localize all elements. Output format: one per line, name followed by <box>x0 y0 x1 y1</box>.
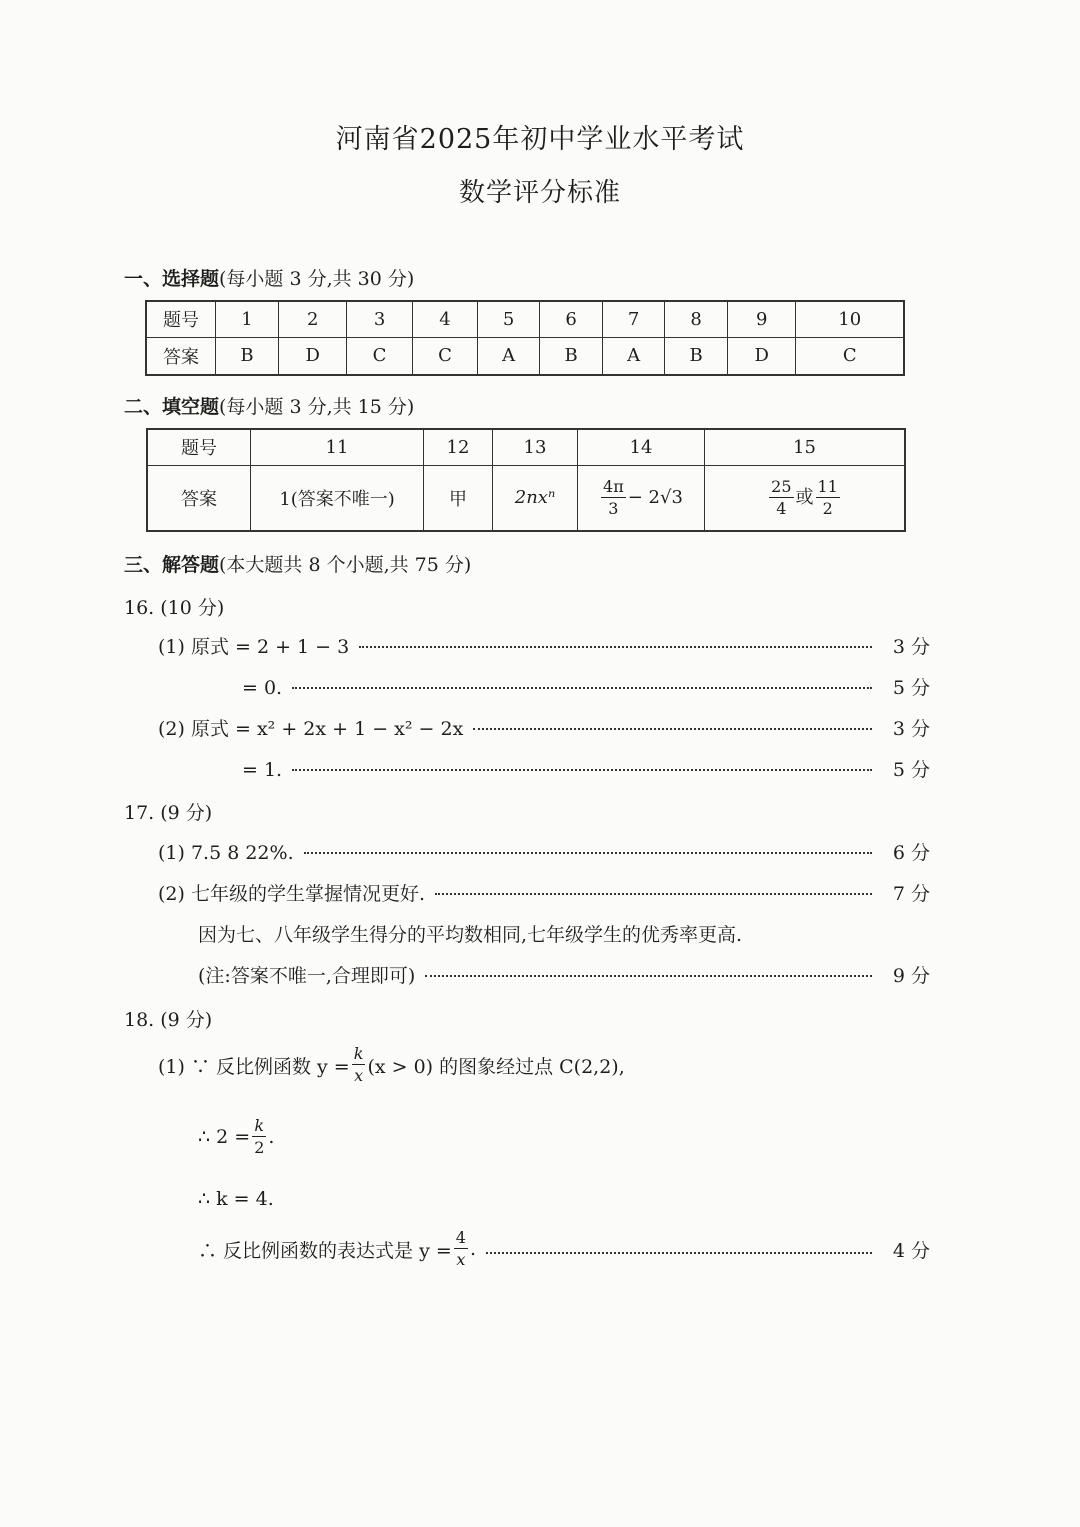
score-line <box>158 632 930 659</box>
table-cell <box>578 465 705 531</box>
table-cell: 7 <box>603 301 665 337</box>
table-cell: C <box>796 337 904 375</box>
table-cell: C <box>347 337 412 375</box>
table-row <box>147 429 905 465</box>
step-text: . <box>268 1126 275 1148</box>
leader-dots <box>304 852 872 854</box>
score-line <box>158 714 930 741</box>
numerator: 4π <box>603 476 624 496</box>
step-text: (2) 七年级的学生掌握情况更好. <box>158 883 425 905</box>
step-text: ∴ 2 = <box>198 1126 251 1148</box>
section-solve-heading <box>124 550 471 577</box>
table-cell <box>493 465 578 531</box>
row-label: 题号 <box>146 301 216 337</box>
score-line <box>158 879 930 906</box>
answer-13: 2nxⁿ <box>514 487 556 509</box>
answer-14-rest: − 2√3 <box>627 486 683 508</box>
step-text: (1) 7.5 8 22%. <box>158 842 294 864</box>
table-cell: 6 <box>540 301 603 337</box>
step-text: = 0. <box>242 677 283 699</box>
denominator: x <box>456 1250 466 1269</box>
section-title: 一、选择题 <box>124 268 220 290</box>
score-line <box>242 755 930 782</box>
fraction <box>352 1046 366 1084</box>
score-points: 4 分 <box>892 1239 930 1262</box>
fraction <box>769 476 793 518</box>
numerator: 25 <box>771 476 792 496</box>
section-choice-heading <box>124 264 414 291</box>
numerator: 4 <box>455 1228 466 1247</box>
table-cell: B <box>216 337 279 375</box>
table-cell: 8 <box>665 301 728 337</box>
step-text: ∴ 反比例函数的表达式是 y = <box>198 1239 452 1262</box>
leader-dots <box>425 975 872 977</box>
denominator: 4 <box>776 498 787 518</box>
row-label: 答案 <box>146 337 216 375</box>
score-points: 7 分 <box>892 883 930 905</box>
score-line <box>198 961 930 988</box>
score-points: 6 分 <box>892 842 930 864</box>
section-fill-heading <box>124 392 414 419</box>
denominator: x <box>354 1066 364 1085</box>
table-cell: D <box>279 337 347 375</box>
section-note: (每小题 3 分,共 15 分) <box>219 396 415 418</box>
score-line <box>158 838 930 865</box>
row-label: 答案 <box>147 465 251 531</box>
table-cell: 5 <box>478 301 540 337</box>
table-cell: 14 <box>578 429 705 465</box>
table-cell: 9 <box>728 301 796 337</box>
table-cell: 13 <box>493 429 578 465</box>
denominator: 2 <box>254 1138 265 1157</box>
choice-answer-table <box>145 300 905 376</box>
table-cell: C <box>412 337 477 375</box>
fraction <box>601 476 626 518</box>
step-text: ∴ k = 4. <box>198 1188 274 1210</box>
leader-dots <box>435 893 872 895</box>
score-points: 5 分 <box>892 677 930 699</box>
table-row <box>146 301 904 337</box>
table-cell: 甲 <box>424 465 493 531</box>
page-subtitle: 数学评分标准 <box>458 178 621 208</box>
step-text: (2) 原式 = x² + 2x + 1 − x² − 2x <box>158 718 464 740</box>
page-title: 河南省2025年初中学业水平考试 <box>335 124 745 155</box>
table-cell: 3 <box>347 301 412 337</box>
table-cell: D <box>728 337 796 375</box>
table-cell: B <box>540 337 603 375</box>
step-line <box>198 1118 274 1156</box>
leader-dots <box>486 1252 872 1254</box>
step-text: (注:答案不唯一,合理即可) <box>198 965 416 987</box>
numerator: k <box>353 1044 364 1063</box>
numerator: 11 <box>817 476 838 496</box>
step-text: (1) ∵ 反比例函数 y = <box>158 1055 350 1078</box>
table-cell: 4 <box>412 301 477 337</box>
table-row <box>147 465 905 531</box>
fill-answer-table <box>146 428 906 532</box>
table-cell: 11 <box>251 429 424 465</box>
table-cell: 1(答案不唯一) <box>251 465 424 531</box>
score-points: 3 分 <box>892 636 930 658</box>
leader-dots <box>292 687 872 689</box>
or-word: 或 <box>795 486 814 508</box>
score-line <box>242 673 930 700</box>
fraction <box>454 1230 468 1268</box>
step-text: . <box>469 1238 477 1260</box>
table-cell: 12 <box>424 429 493 465</box>
leader-dots <box>292 769 872 771</box>
question-17-head: 17. (9 分) <box>124 802 213 824</box>
step-text: (x > 0) 的图象经过点 C(2,2), <box>367 1055 625 1078</box>
table-cell: 2 <box>279 301 347 337</box>
table-cell: 1 <box>216 301 279 337</box>
score-points: 3 分 <box>892 718 930 740</box>
question-16-head: 16. (10 分) <box>124 597 225 619</box>
leader-dots <box>473 728 872 730</box>
table-cell: 15 <box>705 429 906 465</box>
denominator: 2 <box>822 498 833 518</box>
fraction <box>816 476 840 518</box>
score-line <box>198 1230 930 1268</box>
step-line <box>158 1046 625 1084</box>
section-note: (本大题共 8 个小题,共 75 分) <box>219 554 472 576</box>
table-cell: 10 <box>796 301 904 337</box>
fraction <box>252 1118 266 1156</box>
table-cell: A <box>603 337 665 375</box>
table-cell: B <box>665 337 728 375</box>
score-points: 5 分 <box>892 759 930 781</box>
leader-dots <box>359 646 872 648</box>
step-text: (1) 原式 = 2 + 1 − 3 <box>158 636 350 658</box>
step-text: = 1. <box>242 759 283 781</box>
section-title: 二、填空题 <box>124 396 220 418</box>
score-points: 9 分 <box>892 965 930 987</box>
question-18-head: 18. (9 分) <box>124 1009 213 1031</box>
table-cell: A <box>478 337 540 375</box>
table-cell <box>705 465 906 531</box>
table-row <box>146 337 904 375</box>
denominator: 3 <box>608 498 619 518</box>
step-text: 因为七、八年级学生得分的平均数相同,七年级学生的优秀率更高. <box>198 924 743 946</box>
section-note: (每小题 3 分,共 30 分) <box>219 268 415 290</box>
numerator: k <box>254 1116 265 1135</box>
section-title: 三、解答题 <box>124 554 220 576</box>
row-label: 题号 <box>147 429 251 465</box>
